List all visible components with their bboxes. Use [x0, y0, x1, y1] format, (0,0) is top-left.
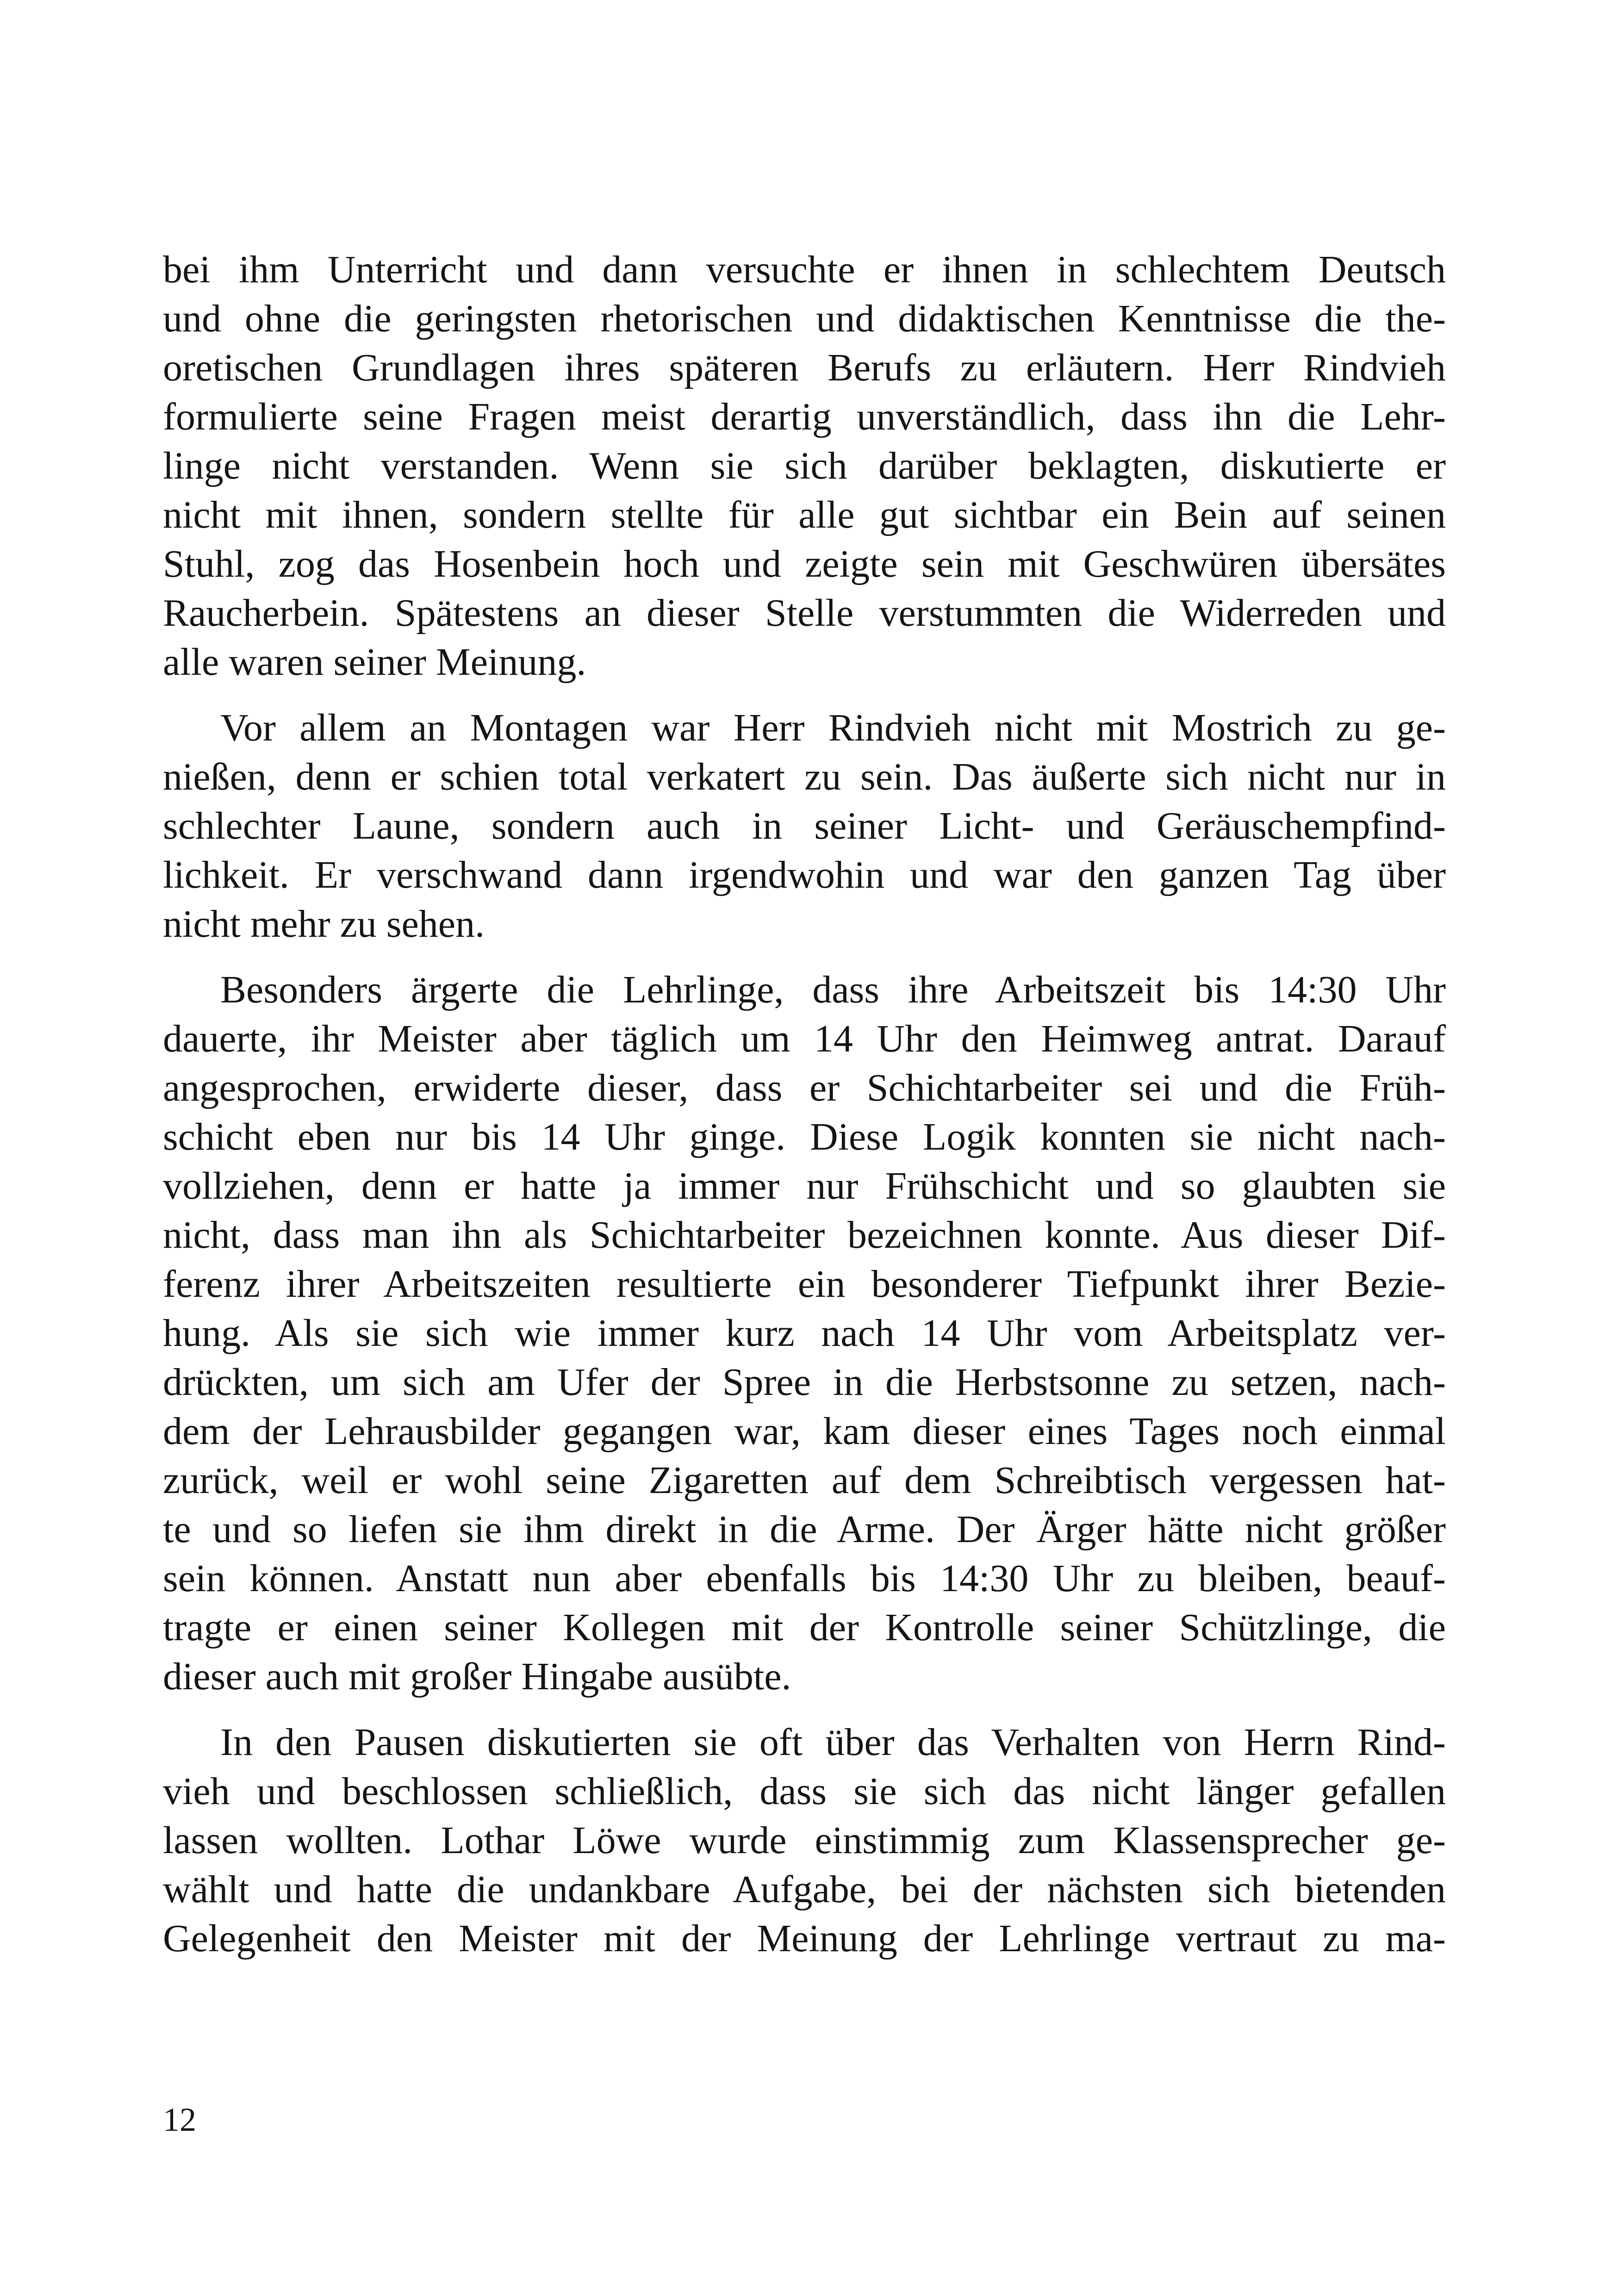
page-number: 12 [163, 2101, 196, 2138]
text-line: vollziehen, denn er hatte ja immer nur Frühschicht und so glaubten sie [163, 1164, 1446, 1207]
text-line: ferenz ihrer Arbeitszeiten resultierte ein besonderer Tiefpunkt ihrer Bezie- [163, 1263, 1446, 1306]
text-line: sein können. Anstatt nun aber ebenfalls bis 14:30 Uhr zu bleiben, beauf- [163, 1557, 1446, 1600]
text-line: Stuhl, zog das Hosenbein hoch und zeigte sein mit Geschwüren übersätes [163, 542, 1446, 585]
text-line: nicht mehr zu sehen. [163, 902, 485, 946]
text-line: und ohne die geringsten rhetorischen und didaktischen Kenntnisse die the- [163, 297, 1446, 340]
text-line: hung. Als sie sich wie immer kurz nach 14 Uhr vom Arbeitsplatz ver- [163, 1312, 1446, 1355]
text-line: zurück, weil er wohl seine Zigaretten auf dem Schreibtisch vergessen hat- [163, 1459, 1446, 1502]
text-line: vieh und beschlossen schließlich, dass sie sich das nicht länger gefallen [163, 1770, 1446, 1813]
body-text [163, 245, 1446, 1963]
text-line: linge nicht verstanden. Wenn sie sich darüber beklagten, diskutierte er [163, 444, 1446, 487]
text-line: lassen wollten. Lothar Löwe wurde einstimmig zum Klassensprecher ge- [163, 1819, 1446, 1862]
text-line: Besonders ärgerte die Lehrlinge, dass ihre Arbeitszeit bis 14:30 Uhr [220, 968, 1446, 1011]
paragraph-2 [163, 703, 1446, 949]
text-line: schicht eben nur bis 14 Uhr ginge. Diese Logik konnten sie nicht nach- [163, 1115, 1446, 1158]
text-line: oretischen Grundlagen ihres späteren Berufs zu erläutern. Herr Rindvieh [163, 346, 1446, 389]
paragraph-4 [163, 1718, 1446, 1963]
paragraph-3 [163, 965, 1446, 1701]
text-line: nießen, denn er schien total verkatert zu sein. Das äußerte sich nicht nur in [163, 755, 1446, 798]
text-line: In den Pausen diskutierten sie oft über das Verhalten von Herrn Rind- [220, 1721, 1446, 1764]
text-line: wählt und hatte die undankbare Aufgabe, bei der nächsten sich bietenden [163, 1868, 1446, 1911]
text-line: dauerte, ihr Meister aber täglich um 14 Uhr den Heimweg antrat. Darauf [163, 1017, 1446, 1060]
text-line: Vor allem an Montagen war Herr Rindvieh nicht mit Mostrich zu ge- [220, 706, 1446, 749]
text-line: dieser auch mit großer Hingabe ausübte. [163, 1655, 791, 1698]
text-line: schlechter Laune, sondern auch in seiner Licht- und Geräuschempfind- [163, 804, 1446, 847]
text-line: formulierte seine Fragen meist derartig unverständlich, dass ihn die Lehr- [163, 395, 1446, 438]
text-line: Gelegenheit den Meister mit der Meinung der Lehrlinge vertraut zu ma- [163, 1917, 1446, 1960]
text-line: angesprochen, erwiderte dieser, dass er Schichtarbeiter sei und die Früh- [163, 1066, 1446, 1109]
text-line: drückten, um sich am Ufer der Spree in die Herbstsonne zu setzen, nach- [163, 1361, 1446, 1404]
text-line: dem der Lehrausbilder gegangen war, kam dieser eines Tages noch einmal [163, 1410, 1446, 1453]
text-line: tragte er einen seiner Kollegen mit der Kontrolle seiner Schützlinge, die [163, 1606, 1446, 1649]
text-line: lichkeit. Er verschwand dann irgendwohin und war den ganzen Tag über [163, 853, 1446, 896]
text-line: Raucherbein. Spätestens an dieser Stelle verstummten die Widerreden und [163, 591, 1446, 635]
text-line: te und so liefen sie ihm direkt in die Arme. Der Ärger hätte nicht größer [163, 1508, 1446, 1551]
text-line: bei ihm Unterricht und dann versuchte er ihnen in schlechtem Deutsch [163, 248, 1446, 291]
text-line: nicht mit ihnen, sondern stellte für alle gut sichtbar ein Bein auf seinen [163, 493, 1446, 536]
text-line: alle waren seiner Meinung. [163, 641, 586, 684]
paragraph-1 [163, 245, 1446, 687]
text-line: nicht, dass man ihn als Schichtarbeiter bezeichnen konnte. Aus dieser Dif- [163, 1213, 1446, 1257]
